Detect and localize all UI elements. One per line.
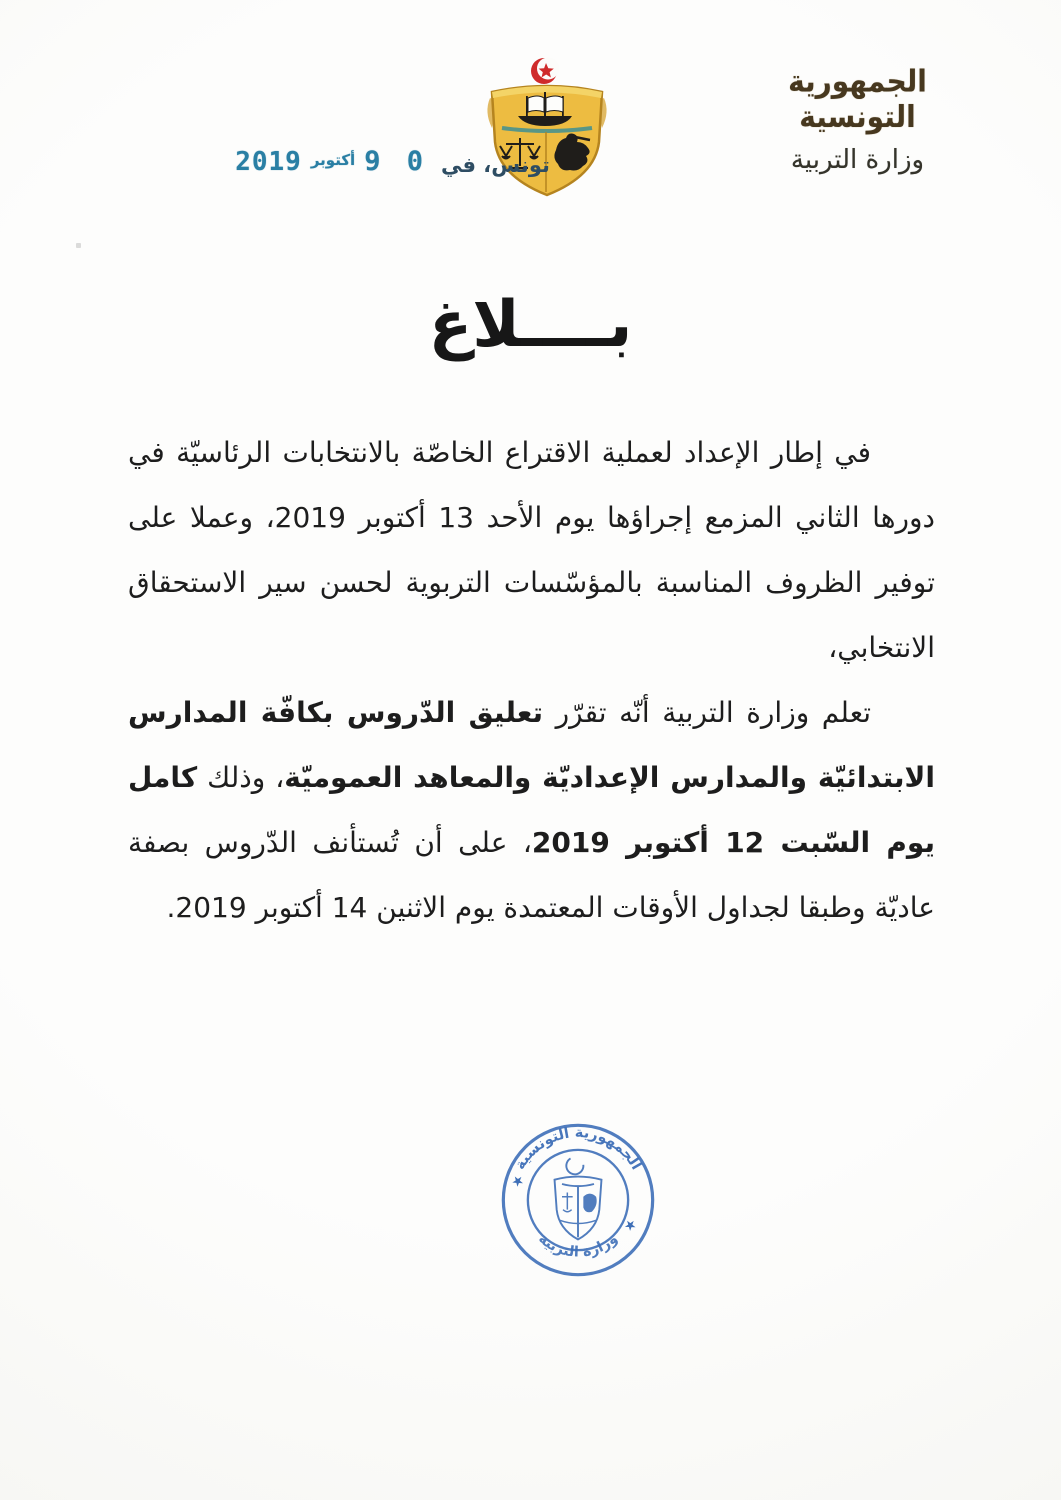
date-stamp-month: أكتوبر <box>310 150 356 169</box>
seal-center-emblem-icon <box>555 1158 602 1239</box>
date-stamp <box>230 146 428 177</box>
ministry-name: وزارة التربية <box>790 145 925 175</box>
place-label: تونس، في <box>441 153 550 177</box>
p2-segment-normal-1: تعلم وزارة التربية أنّه تقرّر <box>543 696 871 729</box>
paragraph-2 <box>128 680 935 940</box>
tunisia-coat-of-arms-icon <box>482 54 612 199</box>
republic-name: الجمهورية التونسية <box>788 63 927 135</box>
seal-star-right-icon: ★ <box>620 1215 640 1236</box>
communique-title: بــــلاغ <box>428 288 633 362</box>
communique-body <box>128 420 935 940</box>
seal-top-text: الجمهورية التونسية <box>512 1125 645 1173</box>
p2-segment-normal-3: ، على أن تُستأنف الدّروس بصفة عاديّة وطبقا لجداول الأوقات المعتمدة يوم الاثنين 14 أكتوبر 2019. <box>128 826 935 924</box>
seal-star-left-icon: ★ <box>508 1171 528 1192</box>
seal-bottom-text: وزارة التربية <box>535 1230 621 1261</box>
letterhead <box>750 63 965 175</box>
p2-segment-bold-1: تعليق الدّروس بكافّة المدارس الابتدائيّة والمدارس الإعداديّة والمعاهد العموميّة <box>128 696 935 794</box>
ministry-seal-stamp <box>498 1120 658 1280</box>
p2-segment-normal-2: ، وذلك <box>197 761 285 794</box>
date-stamp-year: 2019 <box>235 146 302 177</box>
paragraph-1: في إطار الإعداد لعملية الاقتراع الخاصّة بالانتخابات الرئاسيّة في دورها الثاني المزمع إجراؤها يوم الأحد 13 أكتوبر 2019، وعملا على توفير الظروف المناسبة بالمؤسّسات التربوية لحسن سير الاستحقاق الانتخابي، <box>128 436 935 664</box>
scan-noise-speck <box>76 243 81 248</box>
shield-icon <box>492 86 602 195</box>
p2-segment-bold-2: كامل يوم السّبت 12 أكتوبر 2019 <box>128 761 936 859</box>
crescent-star-icon <box>531 58 559 85</box>
date-stamp-day: 0 9 <box>364 146 428 177</box>
